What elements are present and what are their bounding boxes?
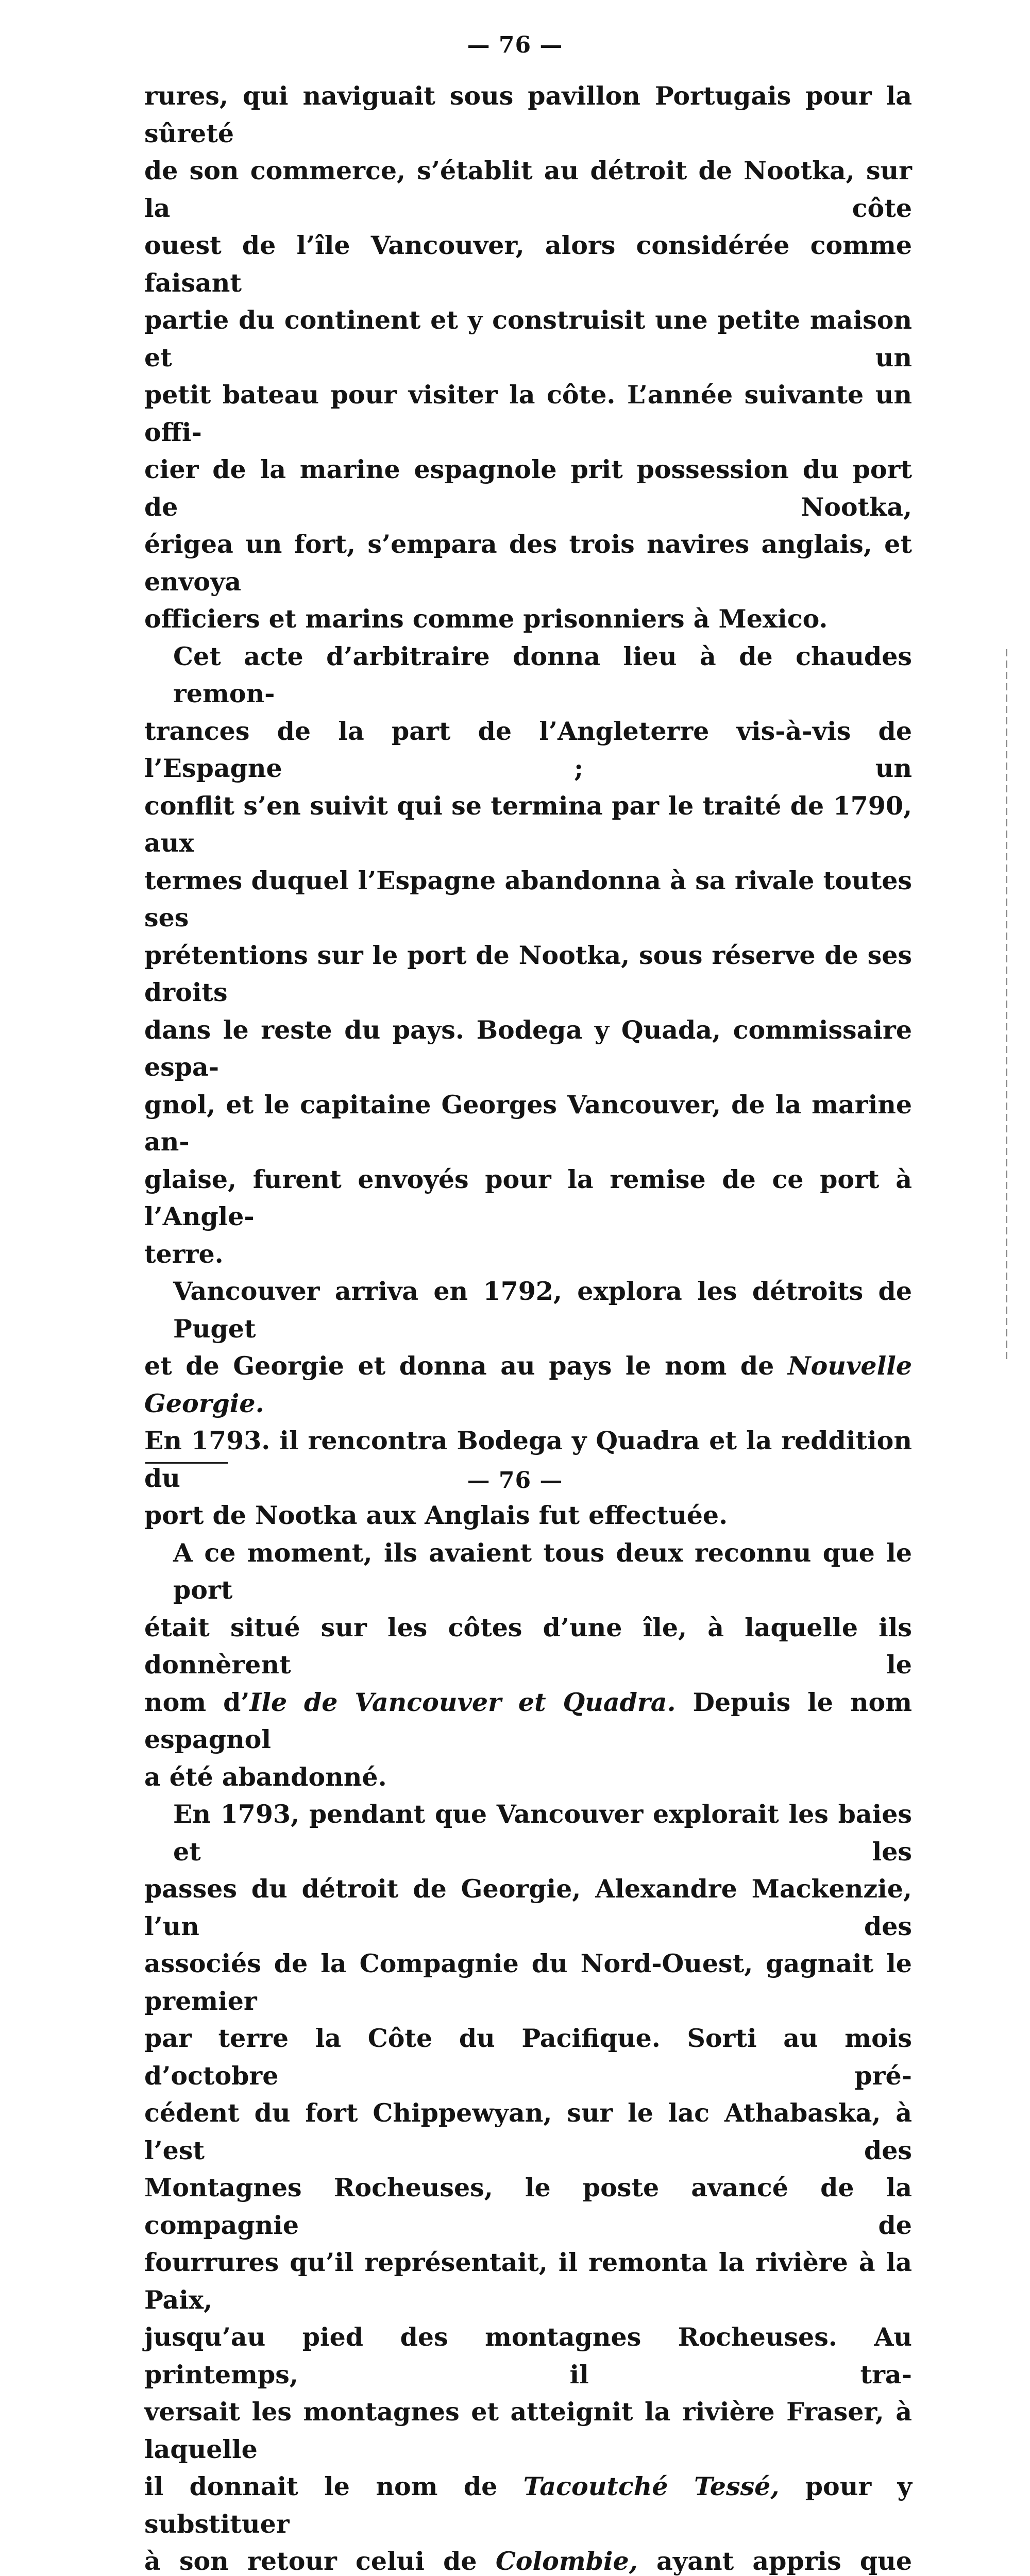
- italic-title: Nouvelle Georgie.: [144, 1351, 912, 1418]
- text-line: par terre la Côte du Pacifique. Sorti au mois d’octobre pré-: [144, 2023, 912, 2091]
- italic-title: Colombie,: [495, 2546, 638, 2576]
- text-segment: nom d’: [144, 1687, 250, 1717]
- text-line: A ce moment, ils avaient tous deux reconnu que le port: [173, 1537, 912, 1605]
- text-line: érigea un fort, s’empara des trois navires anglais, et envoya: [144, 529, 912, 597]
- text-line: ouest de l’île Vancouver, alors considérée comme faisant: [144, 230, 912, 298]
- text-line: rures, qui naviguait sous pavillon Portugais pour la sûreté: [144, 81, 912, 148]
- page-text: [144, 77, 912, 2576]
- text-segment: ayant appris que: [656, 2546, 912, 2576]
- text-line: Vancouver arriva en 1792, explora les détroits de Puget: [173, 1276, 912, 1344]
- text-line: gnol, et le capitaine Georges Vancouver, de la marine an-: [144, 1089, 912, 1157]
- text-segment: à son retour celui de: [144, 2546, 496, 2576]
- text-line: a été abandonné.: [144, 1761, 387, 1792]
- text-segment: pour y substituer: [144, 2471, 912, 2539]
- text-line: En 1793. il rencontra Bodega y Quadra et la reddition du: [144, 1426, 912, 1493]
- text-line: fourrures qu’il représentait, il remonta la rivière à la Paix,: [144, 2247, 912, 2315]
- text-line: cédent du fort Chippewyan, sur le lac Athabaska, à l’est des: [144, 2098, 912, 2165]
- page-number-top: — 76 —: [467, 32, 563, 58]
- text-line: versait les montagnes et atteignit la rivière Fraser, à laquelle: [144, 2397, 912, 2464]
- text-line: [144, 2468, 912, 2543]
- text-line: trances de la part de l’Angleterre vis-à-vis de l’Espagne ; un: [144, 716, 912, 783]
- text-line: prétentions sur le port de Nootka, sous réserve de ses droits: [144, 940, 912, 1007]
- footer-rule: [145, 1462, 228, 1464]
- page-number-bottom: — 76 —: [467, 1467, 563, 1494]
- text-line: passes du détroit de Georgie, Alexandre Mackenzie, l’un des: [144, 1874, 912, 1941]
- text-line: cier de la marine espagnole prit possession du port de Nootka,: [144, 454, 912, 522]
- text-line: [144, 1347, 912, 1422]
- text-line: terre.: [144, 1239, 224, 1269]
- text-line: dans le reste du pays. Bodega y Quada, commissaire espa-: [144, 1014, 912, 1082]
- text-line: partie du continent et y construisit une petite maison et un: [144, 305, 912, 372]
- text-line: de son commerce, s’établit au détroit de Nootka, sur la côte: [144, 156, 912, 223]
- text-line: [144, 1684, 912, 1758]
- text-line: conflit s’en suivit qui se termina par le traité de 1790, aux: [144, 790, 912, 858]
- text-line: jusqu’au pied des montagnes Rocheuses. Au printemps, il tra-: [144, 2322, 912, 2389]
- text-line: associés de la Compagnie du Nord-Ouest, gagnait le premier: [144, 1948, 912, 2016]
- text-segment: et de Georgie et donna au pays le nom de: [144, 1351, 774, 1381]
- text-line: était situé sur les côtes d’une île, à laquelle ils donnèrent le: [144, 1612, 912, 1680]
- text-segment: il donnait le nom de: [144, 2471, 524, 2501]
- binding-edge-marks: [1006, 649, 1007, 1360]
- text-line: En 1793, pendant que Vancouver explorait les baies et les: [173, 1799, 912, 1867]
- text-line: officiers et marins comme prisonniers à Mexico.: [144, 604, 828, 634]
- text-line: [144, 2543, 912, 2576]
- text-line: termes duquel l’Espagne abandonna à sa rivale toutes ses: [144, 865, 912, 933]
- text-line: Cet acte d’arbitraire donna lieu à de chaudes remon-: [173, 641, 912, 708]
- italic-title: Ile de Vancouver et Quadra.: [249, 1687, 676, 1717]
- text-line: port de Nootka aux Anglais fut effectuée.: [144, 1500, 728, 1530]
- text-line: glaise, furent envoyés pour la remise de ce port à l’Angle-: [144, 1164, 912, 1231]
- text-line: Montagnes Rocheuses, le poste avancé de la compagnie de: [144, 2173, 912, 2240]
- text-segment: Depuis le nom espagnol: [144, 1687, 912, 1754]
- italic-title: Tacoutché Tessé,: [523, 2471, 780, 2501]
- text-line: petit bateau pour visiter la côte. L’année suivante un offi-: [144, 380, 912, 447]
